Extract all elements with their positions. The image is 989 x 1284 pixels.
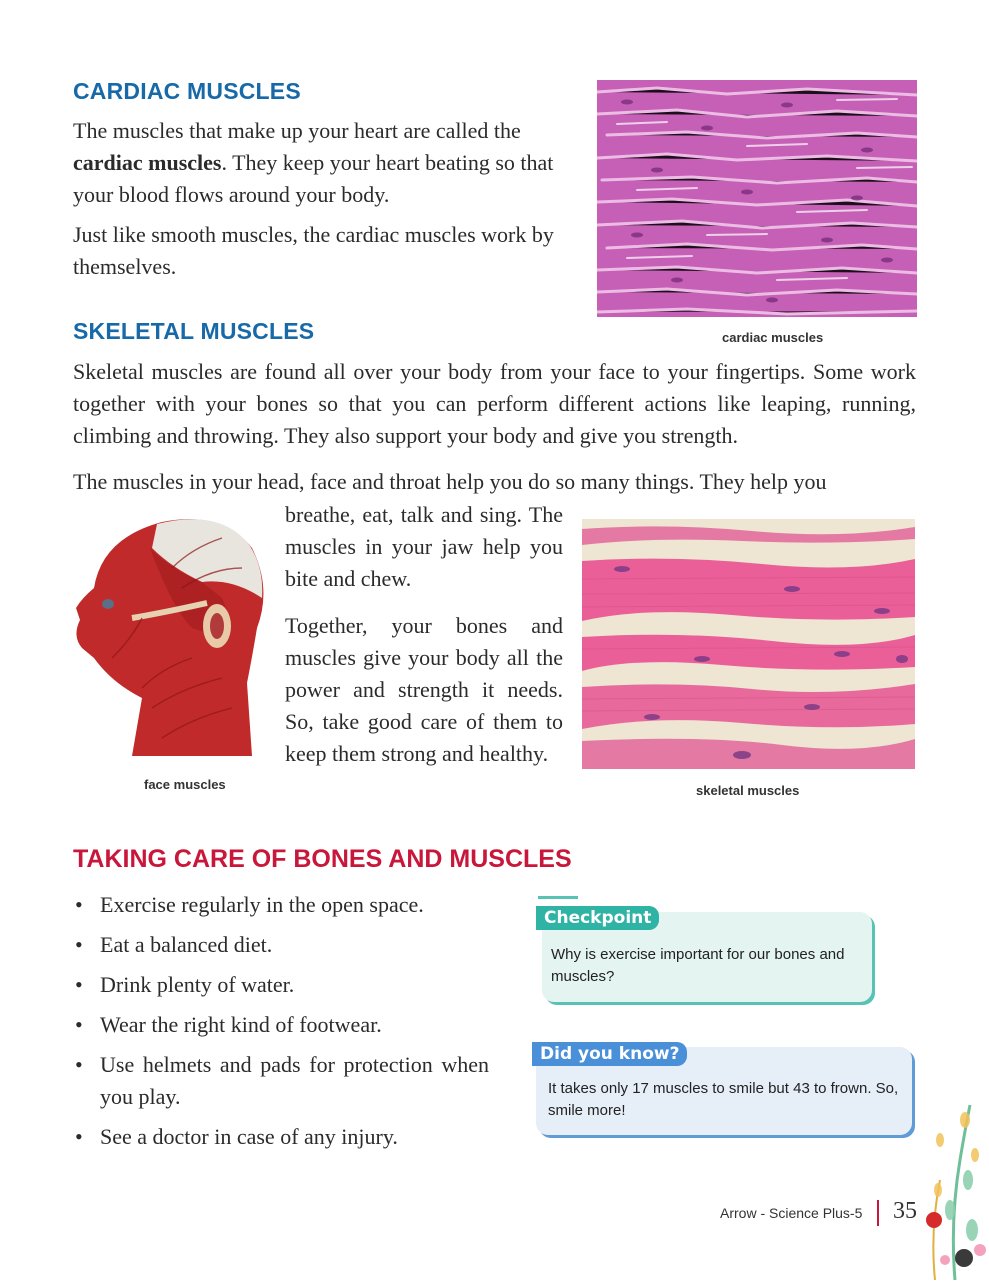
cardiac-tissue-graphic (597, 80, 917, 317)
face-muscles-caption: face muscles (144, 777, 226, 792)
care-list (73, 889, 489, 1161)
skeletal-heading: SKELETAL MUSCLES (73, 318, 315, 344)
skeletal-paragraph-1: Skeletal muscles are found all over your body from your face to your fingertips. Some work together with your bones so that you can perform different actions like leaping, running, climbing and throwing. They also support your body and give you strength. (73, 359, 916, 448)
cardiac-paragraph-1: The muscles that make up your heart are called the cardiac muscles. They keep your heart beating so that your blood flows around your body. (73, 118, 554, 207)
floral-decoration (920, 1100, 989, 1280)
list-item: • See a doctor in case of any injury. (75, 1124, 398, 1149)
cardiac-muscles-image (597, 80, 917, 317)
list-item: • Eat a balanced diet. (75, 932, 273, 957)
list-item: • Wear the right kind of footwear. (75, 1012, 382, 1037)
didyouknow-label: Did you know? (532, 1042, 687, 1066)
page-number: 35 (893, 1198, 917, 1224)
footer-book-title: Arrow - Science Plus-5 (720, 1205, 863, 1221)
footer-divider (877, 1200, 879, 1226)
face-muscles-graphic (72, 508, 272, 766)
skeletal-muscles-caption: skeletal muscles (696, 783, 800, 798)
face-muscles-image (72, 508, 272, 766)
care-heading: TAKING CARE OF BONES AND MUSCLES (73, 845, 572, 873)
checkpoint-label: Checkpoint (536, 906, 659, 930)
skeletal-muscles-image (582, 519, 915, 769)
list-item: • Drink plenty of water. (75, 972, 295, 997)
list-item: • Use helmets and pads for protection when you play. (75, 1052, 489, 1109)
checkpoint-accent (538, 896, 578, 899)
skeletal-paragraph-3: Together, your bones and muscles give your body all the power and strength it needs. So, take good care of them to keep them strong and healthy. (285, 613, 563, 766)
skeletal-tissue-graphic (582, 519, 915, 769)
cardiac-term: cardiac muscles (73, 150, 222, 175)
cardiac-heading: CARDIAC MUSCLES (73, 78, 301, 104)
didyouknow-text: It takes only 17 muscles to smile but 43 to frown. So, smile more! (548, 1080, 899, 1119)
list-item: • Exercise regularly in the open space. (75, 892, 424, 917)
cardiac-paragraph-2: Just like smooth muscles, the cardiac muscles work by themselves. (73, 222, 554, 279)
checkpoint-text: Why is exercise important for our bones and muscles? (551, 946, 845, 985)
cardiac-caption: cardiac muscles (722, 330, 824, 345)
floral-decoration-graphic (920, 1100, 989, 1280)
skeletal-paragraph-2-cont: breathe, eat, talk and sing. The muscles in your jaw help you bite and chew. (285, 502, 563, 591)
skeletal-paragraph-2-line: The muscles in your head, face and throat help you do so many things. They help you (73, 469, 827, 494)
